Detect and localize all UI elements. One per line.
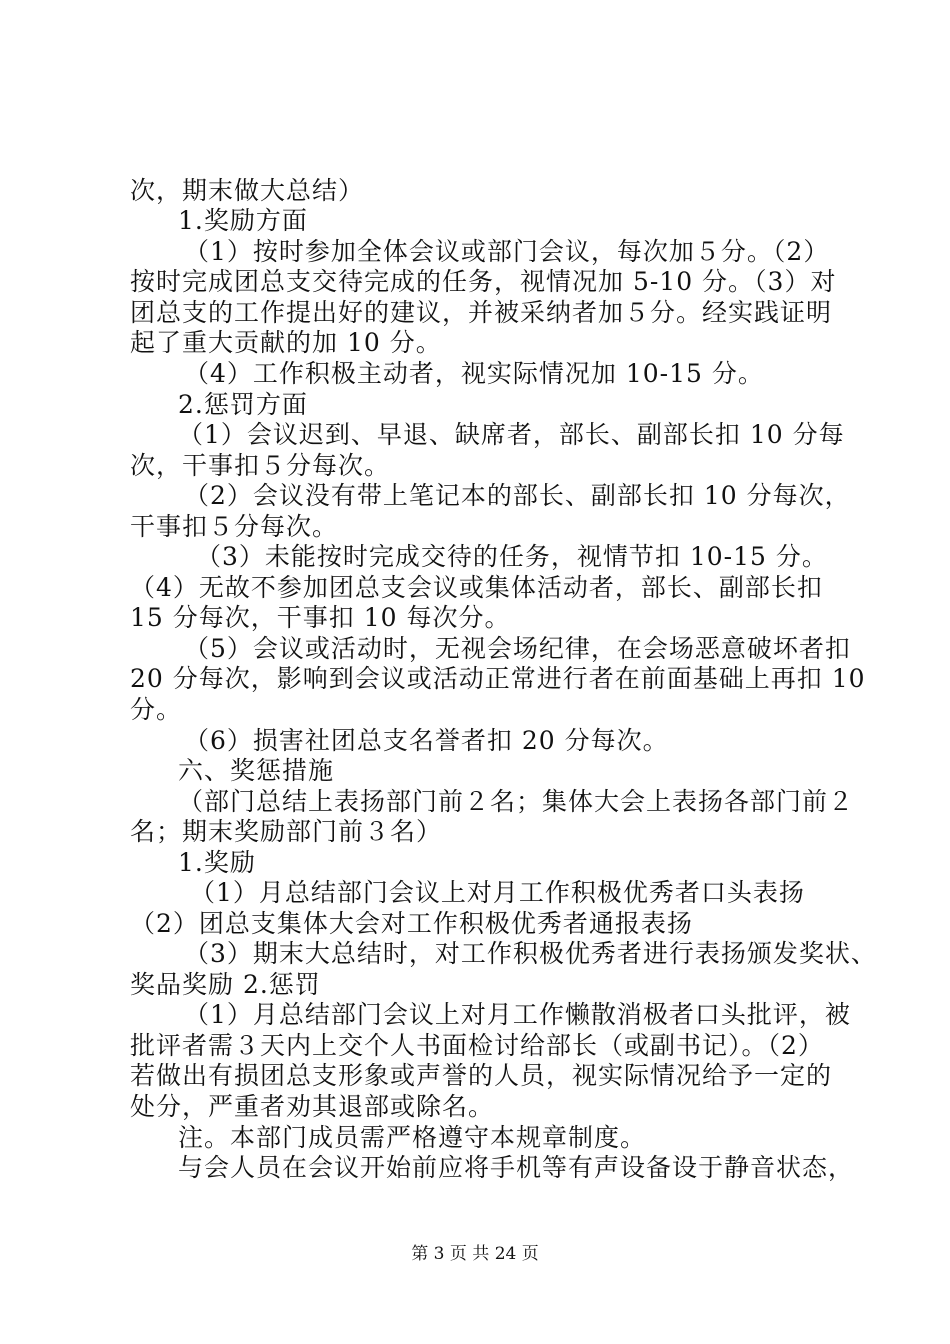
text-line: 20 分每次，影响到会议或活动正常进行者在前面基础上再扣 10: [130, 664, 866, 693]
text-line: （5）会议或活动时，无视会场纪律，在会场恶意破坏者扣: [184, 634, 851, 663]
text-line: （3）期末大总结时，对工作积极优秀者进行表扬颁发奖状、: [184, 939, 877, 968]
text-line: （1）月总结部门会议上对月工作积极优秀者口头表扬: [190, 878, 805, 907]
text-line: 1.奖励: [178, 848, 256, 877]
text-line: 名；期末奖励部门前３名）: [130, 817, 443, 846]
text-line: （1）会议迟到、早退、缺席者，部长、副部长扣 10 分每: [178, 420, 845, 449]
text-line: 六、奖惩措施: [178, 756, 335, 785]
text-line: （4）工作积极主动者，视实际情况加 10-15 分。: [184, 359, 764, 388]
text-line: 分。: [130, 695, 183, 724]
text-line: 与会人员在会议开始前应将手机等有声设备设于静音状态，: [178, 1153, 855, 1182]
page-footer: 第 3 页 共 24 页: [411, 1244, 539, 1264]
text-line: 处分，严重者劝其退部或除名。: [130, 1092, 495, 1121]
text-line: （部门总结上表扬部门前２名；集体大会上表扬各部门前２: [178, 787, 855, 816]
text-line: （1）按时参加全体会议或部门会议，每次加５分。（2）: [184, 237, 830, 266]
text-line: 1.奖励方面: [178, 206, 308, 235]
text-line: 按时完成团总支交待完成的任务，视情况加 5-10 分。（3）对: [130, 267, 837, 296]
text-line: 批评者需３天内上交个人书面检讨给部长（或副书记）。（2）: [130, 1031, 824, 1060]
text-line: 15 分每次，干事扣 10 每次分。: [130, 603, 511, 632]
text-line: 次，期末做大总结）: [130, 176, 365, 205]
text-line: 若做出有损团总支形象或声誉的人员，视实际情况给予一定的: [130, 1061, 833, 1090]
text-line: 奖品奖励 2.惩罚: [130, 970, 321, 999]
text-line: 团总支的工作提出好的建议，并被采纳者加５分。经实践证明: [130, 298, 833, 327]
text-line: （6）损害社团总支名誉者扣 20 分每次。: [184, 726, 669, 755]
text-line: 起了重大贡献的加 10 分。: [130, 328, 442, 357]
text-line: （4）无故不参加团总支会议或集体活动者，部长、副部长扣: [130, 573, 823, 602]
text-line: （2）会议没有带上笔记本的部长、副部长扣 10 分每次，: [184, 481, 851, 510]
text-line: （2）团总支集体大会对工作积极优秀者通报表扬: [130, 909, 693, 938]
text-line: 干事扣５分每次。: [130, 512, 339, 541]
text-line: 注。本部门成员需严格遵守本规章制度。: [178, 1123, 647, 1152]
text-line: 次，干事扣５分每次。: [130, 451, 391, 480]
text-line: （1）月总结部门会议上对月工作懒散消极者口头批评，被: [184, 1000, 851, 1029]
text-line: 2.惩罚方面: [178, 390, 308, 419]
text-line: （3）未能按时完成交待的任务，视情节扣 10-15 分。: [196, 542, 828, 571]
